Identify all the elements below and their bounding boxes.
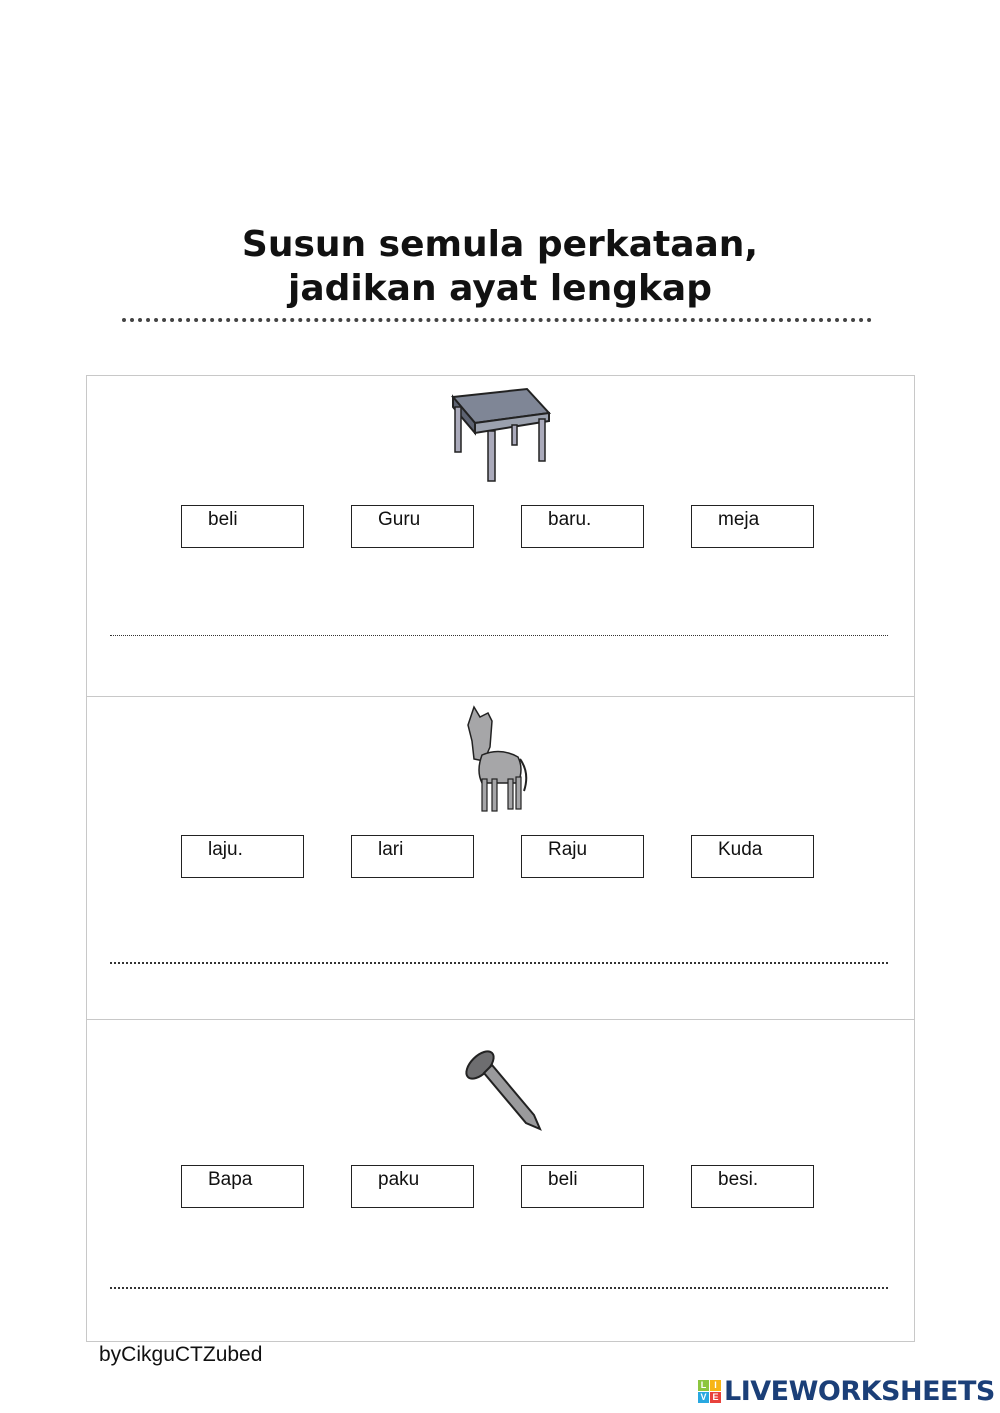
title-line-1: Susun semula perkataan, [241, 224, 759, 265]
word-tile[interactable]: beli [521, 1165, 644, 1208]
answer-line-3[interactable] [110, 1287, 888, 1289]
horse-picture [460, 703, 532, 815]
word-tile[interactable]: Raju [521, 835, 644, 878]
logo-text: LIVEWORKSHEETS [724, 1376, 995, 1407]
word-tile[interactable]: Kuda [691, 835, 814, 878]
section-divider [86, 696, 914, 697]
nail-picture [462, 1045, 547, 1133]
word-tile[interactable]: baru. [521, 505, 644, 548]
word-tile[interactable]: laju. [181, 835, 304, 878]
word-tile[interactable]: paku [351, 1165, 474, 1208]
word-tile[interactable]: Bapa [181, 1165, 304, 1208]
logo-letter: V [698, 1392, 709, 1403]
word-tile[interactable]: lari [351, 835, 474, 878]
logo-blocks-icon [698, 1380, 721, 1403]
word-tile[interactable]: meja [691, 505, 814, 548]
title-divider [122, 318, 872, 322]
answer-line-2[interactable] [110, 962, 888, 964]
answer-line-1[interactable] [110, 635, 888, 636]
word-tile[interactable]: beli [181, 505, 304, 548]
logo-letter: L [698, 1380, 709, 1391]
word-tile[interactable]: Guru [351, 505, 474, 548]
title-line-2: jadikan ayat lengkap [288, 268, 712, 309]
liveworksheets-logo [698, 1376, 995, 1407]
table-picture [445, 385, 555, 485]
author-credit: byCikguCTZubed [99, 1343, 263, 1366]
section-divider [86, 1019, 914, 1020]
logo-letter: E [710, 1392, 721, 1403]
word-tile[interactable]: besi. [691, 1165, 814, 1208]
logo-letter: I [710, 1380, 721, 1391]
